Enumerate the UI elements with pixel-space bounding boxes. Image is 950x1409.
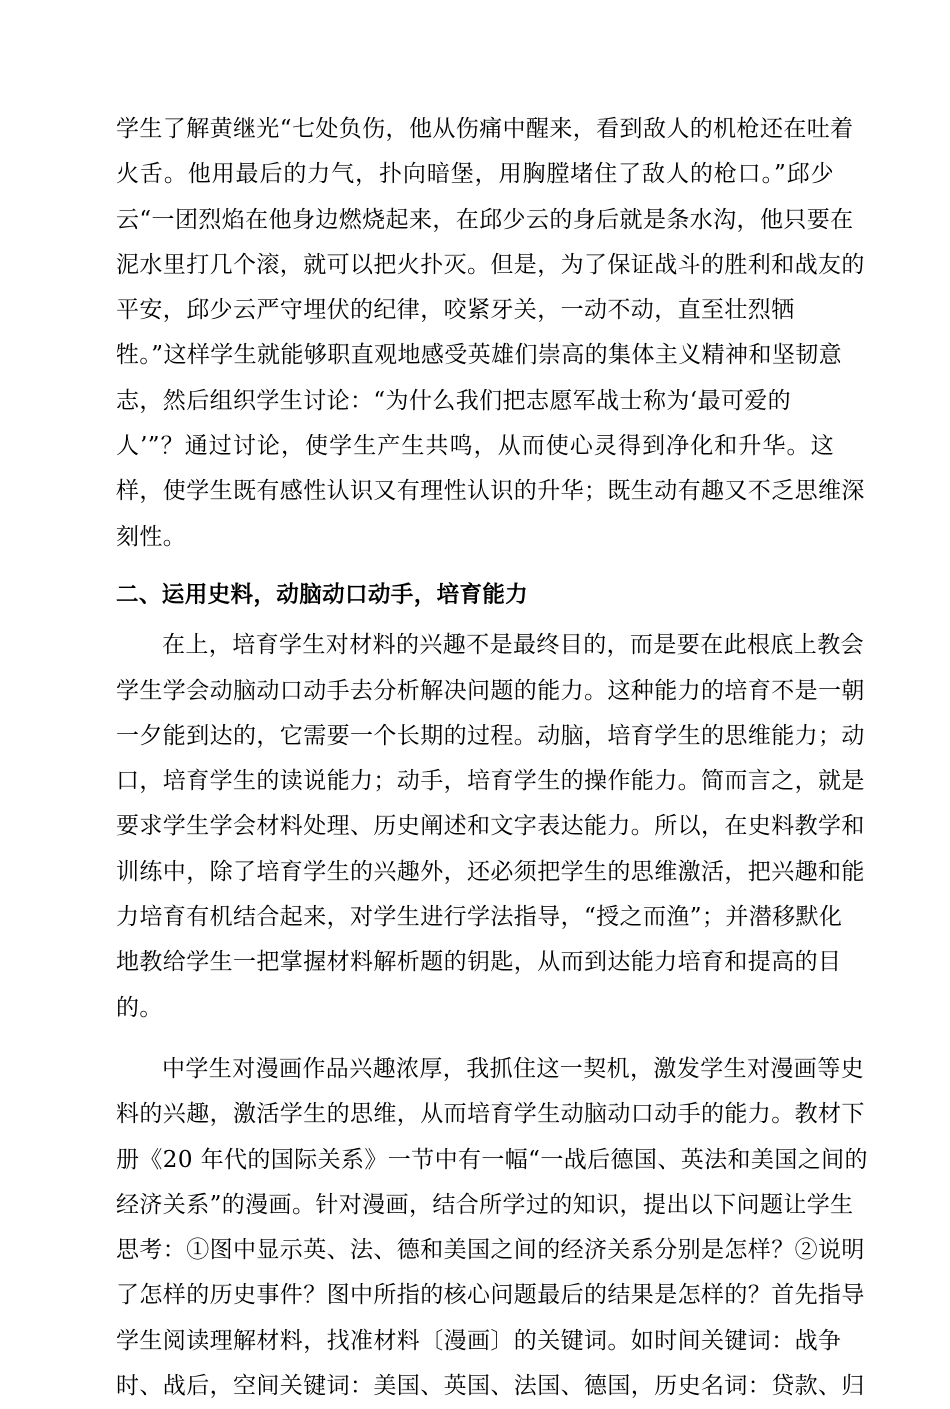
text-line: 中学生对漫画作品兴趣浓厚，我抓住这一契机，激发学生对漫画等史 [162,1055,864,1082]
paragraph-spacer [116,1031,834,1047]
text-line: 牲。”这样学生就能够职直观地感受英雄们崇高的集体主义精神和坚韧意 [116,342,843,369]
text-line: 思考：①图中显示英、法、德和美国之间的经济关系分别是怎样？②说明 [116,1237,865,1264]
text-line: 地教给学生一把掌握材料解析题的钥匙，从而到达能力培育和提高的目 [116,949,842,976]
text-line: 平安，邱少云严守埋伏的纪律，咬紧牙关，一动不动，直至壮烈牺 [116,297,795,324]
text-line: 学生学会动脑动口动手去分析解决问题的能力。这种能力的培育不是一朝 [116,677,865,704]
text-line: 志，然后组织学生讨论：“为什么我们把志愿军战士称为‘最可爱的 [116,387,792,414]
section-heading: 二、运用史料，动脑动口动手，培育能力 [116,581,529,608]
paragraph-continued [116,107,865,560]
text-line: 了怎样的历史事件？图中所指的核心问题最后的结果是怎样的？首先指导 [116,1282,865,1309]
text-line: 学生阅读理解材料，找准材料〔漫画〕的关键词。如时间关键词：战争 [116,1327,842,1354]
text-line: 经济关系”的漫画。针对漫画，结合所学过的知识，提出以下问题让学生 [116,1191,854,1218]
text-line: 时、战后，空间关键词：美国、英国、法国、德国，历史名词：贷款、归 [116,1373,865,1400]
document-body [116,107,868,1409]
text-line: 样，使学生既有感性认识又有理性认识的升华；既生动有趣又不乏思维深 [116,478,865,505]
text-line: 力培育有机结合起来，对学生进行学法指导，“授之而渔”；并潜移默化 [116,904,843,931]
text-line: 料的兴趣，激活学生的思维，从而培育学生动脑动口动手的能力。教材下 [116,1101,865,1128]
text-line: 一夕能到达的，它需要一个长期的过程。动脑，培育学生的思维能力；动 [116,722,865,749]
text-line: 学生了解黄继光“七处负伤，他从伤痛中醒来，看到敌人的机枪还在吐着 [116,116,854,142]
text-line: 人’”？通过讨论，使学生产生共鸣，从而使心灵得到净化和升华。这 [116,433,834,460]
text-line: 刻性。 [116,523,187,550]
text-line: 的。 [116,994,163,1021]
text-line: 要求学生学会材料处理、历史阐述和文字表达能力。所以，在史料教学和 [116,813,865,840]
text-line: 在上，培育学生对材料的兴趣不是最终目的，而是要在此根底上教会 [162,632,864,659]
text-line: 云“一团烈焰在他身边燃烧起来，在邱少云的身后就是条水沟，他只要在 [116,206,854,233]
text-line: 泥水里打几个滚，就可以把火扑灭。但是，为了保证战斗的胜利和战友的 [116,251,865,278]
paragraph-three [116,1047,868,1409]
text-line: 册《20 年代的国际关系》一节中有一幅“一战后德国、英法和美国之间的 [116,1146,868,1173]
text-line: 训练中，除了培育学生的兴趣外，还必须把学生的思维激活，把兴趣和能 [116,858,865,885]
paragraph-two [116,623,865,1031]
text-line: 口，培育学生的读说能力；动手，培育学生的操作能力。简而言之，就是 [116,768,865,795]
text-line: 火舌。他用最后的力气，扑向暗堡，用胸膛堵住了敌人的枪口。”邱少 [116,161,834,188]
